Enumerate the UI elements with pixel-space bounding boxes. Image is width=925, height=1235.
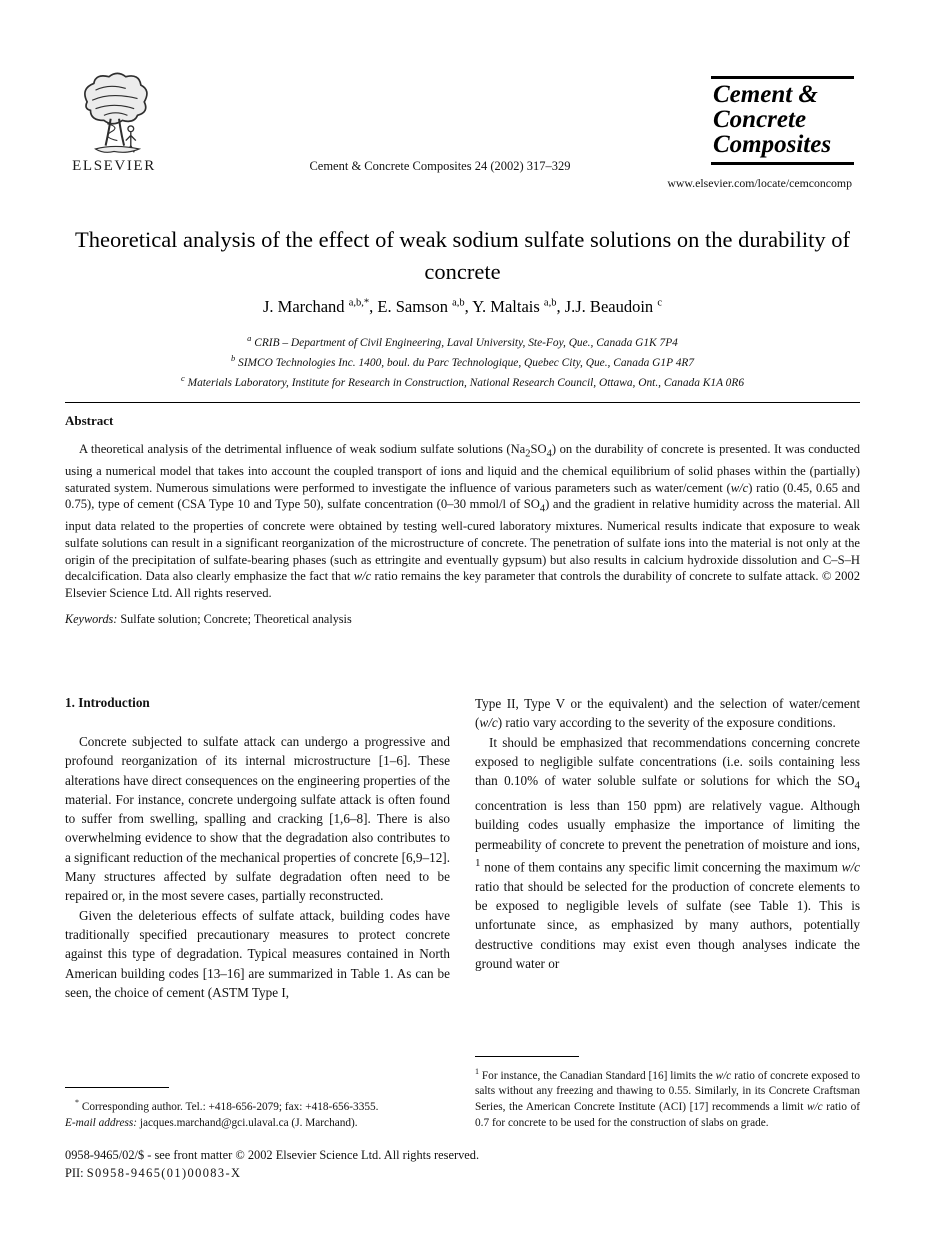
affiliation-list (65, 331, 860, 390)
author: Y. Maltais $^{a,b}$ (472, 297, 557, 316)
body-columns (65, 690, 860, 1132)
pii-label: PII: (65, 1166, 84, 1180)
author-line: J. Marchand $^{a,b,*}$, E. Samson $^{a,b}$, Y. Maltais $^{a,b}$, J.J. Beaudoin $^c$ (263, 297, 662, 316)
copyright-line: 0958-9465/02/$ - see front matter © 2002 Elsevier Science Ltd. All rights reserved. (65, 1148, 480, 1162)
left-column (65, 690, 450, 1132)
keywords-label: Keywords: (65, 612, 118, 627)
abstract-heading: Abstract (65, 413, 114, 428)
keywords-text: Sulfate solution; Concrete; Theoretical analysis (120, 612, 352, 627)
abstract-text: A theoretical analysis of the detrimental influence of weak sodium sulfate solutions $(Na_2SO_4)$ on the durability of concrete is presented. It was conducted using a numerical model that takes into account the coupled transport of ions and liquid and the chemical equilibrium of solid phases within the (partially) saturated system. Numerous simulations were performed to investigate the influence of various parameters such as water/cement (w/c) ratio (0.45, 0.65 and 0.75), type of cement (CSA Type 10 and Type 50), sulfate concentration (0–30 mmol/l of $SO_4$) and the gradient in relative humidity across the material. All input data related to the properties of concrete were obtained by testing well-cured laboratory mixtures. Numerical results indicate that exposure to weak sulfate solutions can result in a significant reorganization of the microstructure of concrete. The penetration of sulfate ions into the material is not only at the origin of the precipitation of sulfate-bearing phases (such as ettringite and eventually gypsum) but also results in calcium hydroxide dissolution and C–S–H decalcification. Data also clearly emphasize the fact that w/c ratio remains the key parameter that controls the durability of concrete to sulfate attack. © 2002 Elsevier Science Ltd. All rights reserved. (65, 442, 861, 600)
intro-paragraph-1: Concrete subjected to sulfate attack can undergo a progressive and profound reorganization of its internal microstructure [1–6]. These alterations have direct consequences on the engineering properties of the material. For instance, concrete undergoing sulfate attack is often found to suffer from swelling, spalling and cracking [1,6–8]. There is also overwhelming evidence to show that the degradation also contributes to a significant reduction of the mechanical properties of concrete [6,9–12]. Many structures affected by sulfate degradation often need to be repaired or, in the most severe cases, partially reconstructed. (65, 734, 450, 904)
corresponding-author-note: * Corresponding author. Tel.: +418-656-2079; fax: +418-656-3355. (75, 1098, 379, 1114)
pii-value: S0958-9465(01)00083-X (86, 1166, 242, 1180)
page-footer (65, 1146, 860, 1182)
pii-line (65, 1164, 860, 1182)
keywords-line (65, 612, 860, 627)
journal-website-url: www.elsevier.com/locate/cemconcomp (667, 176, 852, 190)
corresponding-author-footnote (65, 1087, 450, 1132)
footnote-1-text: $^1$ For instance, the Canadian Standard [16] limits the w/c ratio of concrete exposed to salts without any freezing and thawing to 0.55. Similarly, in its Concrete Craftsman Series, the American Concrete Institute (ACI) [17] recommends a limit w/c ratio of 0.7 for concrete to be used for the construction of slabs on grade. (475, 1066, 861, 1130)
email-address-line: E-mail address: jacques.marchand@gci.ulaval.ca (J. Marchand). (65, 1117, 358, 1130)
section-heading-introduction: 1. Introduction (65, 695, 150, 710)
author: E. Samson $^{a,b}$ (377, 297, 465, 316)
intro-paragraph-4: It should be emphasized that recommendations concerning concrete exposed to negligible sulfate concentrations (i.e. soils containing less than 0.10% of water soluble sulfate or solutions for which the $SO_4$ concentration is less than 150 ppm) are relatively vague. Although building codes usually emphasize the importance of limiting the permeability of concrete to prevent the penetration of moisture and ions, $^1$ none of them contains any specific limit concerning the maximum w/c ratio that should be selected for the production of concrete elements to be exposed to negligible levels of sulfate (see Table 1). This is unfortunate since, as emphasized by many authors, potentially destructive conditions may exist even though analyses indicate the ground water or (475, 734, 860, 971)
journal-logo-line-2: Concrete (713, 106, 807, 133)
journal-logo (711, 76, 854, 165)
right-footnote-rule (475, 1056, 579, 1057)
publisher-name: ELSEVIER (72, 158, 156, 174)
left-footnote-rule (65, 1087, 169, 1088)
journal-logo-line-3: Composites (713, 131, 832, 158)
article-title: Theoretical analysis of the effect of weak sodium sulfate solutions on the durability of concrete (75, 227, 850, 284)
author: J. Marchand $^{a,b,*}$ (263, 297, 370, 316)
author: J.J. Beaudoin $^c$ (564, 297, 662, 316)
intro-paragraph-3: Type II, Type V or the equivalent) and the selection of water/cement (w/c) ratio vary according to the severity of the exposure conditions. (475, 696, 860, 731)
elsevier-tree-icon (72, 68, 156, 156)
abstract-section (65, 413, 860, 627)
journal-logo-line-1: Cement & (713, 81, 818, 108)
abstract-top-rule (65, 402, 860, 403)
journal-citation: Cement & Concrete Composites 24 (2002) 317–329 (309, 159, 571, 173)
footnote-1-block (475, 1056, 860, 1132)
affiliation: $^c$ Materials Laboratory, Institute for Research in Construction, National Research Council, Ottawa, Ont., Canada K1A 0R6 (180, 372, 745, 389)
intro-paragraph-2: Given the deleterious effects of sulfate attack, building codes have traditionally specified precautionary measures to protect concrete against this type of degradation. Typical measures contained in North American building codes [13–16] are summarized in Table 1. As can be seen, the choice of cement (ASTM Type I, (65, 907, 450, 1000)
right-column (475, 690, 860, 1132)
affiliation: $^a$ CRIB – Department of Civil Engineering, Laval University, Ste-Foy, Que., Canada G1K 7P4 (247, 333, 678, 349)
affiliation: $^b$ SIMCO Technologies Inc. 1400, boul. du Parc Technologique, Quebec City, Que., Canada G1P 4R7 (230, 352, 695, 369)
